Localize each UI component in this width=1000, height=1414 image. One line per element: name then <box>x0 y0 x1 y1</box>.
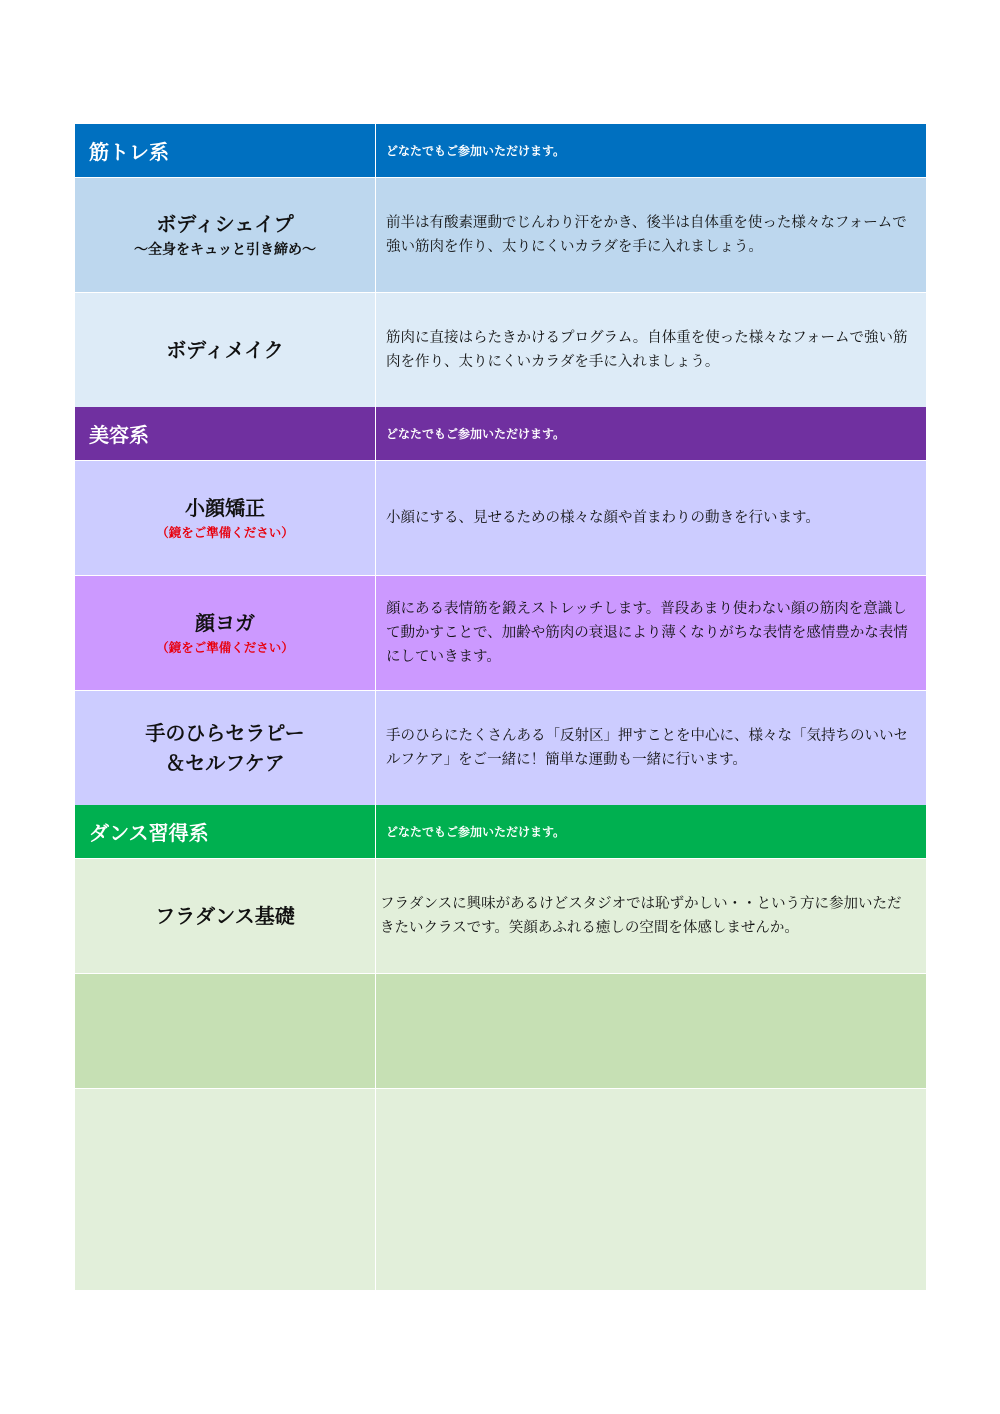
class-title-line1: 手のひらセラピー <box>145 721 305 745</box>
class-name-cell <box>75 691 376 805</box>
class-title: 小顔矯正 <box>185 496 265 520</box>
class-title: フラダンス基礎 <box>155 904 295 928</box>
empty-cell <box>75 974 376 1088</box>
category-title: ダンス習得系 <box>75 805 376 858</box>
mirror-warning: （鏡をご準備ください） <box>156 640 294 655</box>
class-title: 顔ヨガ <box>195 611 255 635</box>
category-header-dance <box>75 805 926 858</box>
class-row-body-shape <box>75 177 926 292</box>
category-note: どなたでもご参加いただけます。 <box>386 427 566 441</box>
class-name-cell <box>75 293 376 407</box>
class-row-palm-therapy <box>75 690 926 805</box>
class-row-body-make <box>75 292 926 407</box>
class-title: ボディメイク <box>166 338 284 362</box>
class-schedule-table <box>75 124 926 1290</box>
mirror-warning: （鏡をご準備ください） <box>156 525 294 540</box>
category-note: どなたでもご参加いただけます。 <box>386 144 566 158</box>
category-title: 筋トレ系 <box>75 124 376 177</box>
class-name-cell <box>75 461 376 575</box>
class-name-cell <box>75 178 376 292</box>
class-title-line2: ＆セルフケア <box>165 751 285 775</box>
class-name-cell <box>75 576 376 690</box>
class-description: 顔にある表情筋を鍛えストレッチします。普段あまり使わない顔の筋肉を意識して動かすことで、加齢や筋肉の衰退により薄くなりがちな表情を感情豊かな表情にしていきます。 <box>386 601 908 665</box>
empty-row <box>75 973 926 1088</box>
class-description: 小顔にする、見せるための様々な顔や首まわりの動きを行います。 <box>386 510 820 526</box>
class-row-hula <box>75 858 926 973</box>
category-note: どなたでもご参加いただけます。 <box>386 825 566 839</box>
class-description: フラダンスに興味があるけどスタジオでは恥ずかしい・・という方に参加いただきたいクラスです。笑顔あふれる癒しの空間を体感しませんか。 <box>380 896 902 936</box>
class-description: 前半は有酸素運動でじんわり汗をかき、後半は自体重を使った様々なフォームで強い筋肉を作り、太りにくいカラダを手に入れましょう。 <box>386 215 907 255</box>
category-header-beauty <box>75 407 926 460</box>
empty-cell <box>75 1089 376 1290</box>
class-description: 手のひらにたくさんある「反射区」押すことを中心に、様々な「気持ちのいいセルフケア」をご一緒に！簡単な運動も一緒に行います。 <box>386 728 908 768</box>
class-subtitle: ～全身をキュッと引き締め～ <box>134 242 316 258</box>
class-title: ボディシェイプ <box>156 212 294 236</box>
class-row-face-yoga <box>75 575 926 690</box>
category-header-strength <box>75 124 926 177</box>
category-title: 美容系 <box>75 407 376 460</box>
empty-cell <box>376 974 926 1088</box>
class-name-cell <box>75 859 376 973</box>
class-description: 筋肉に直接はらたきかけるプログラム。自体重を使った様々なフォームで強い筋肉を作り、太りにくいカラダを手に入れましょう。 <box>386 330 908 370</box>
class-row-small-face <box>75 460 926 575</box>
empty-cell <box>376 1089 926 1290</box>
empty-row <box>75 1088 926 1290</box>
